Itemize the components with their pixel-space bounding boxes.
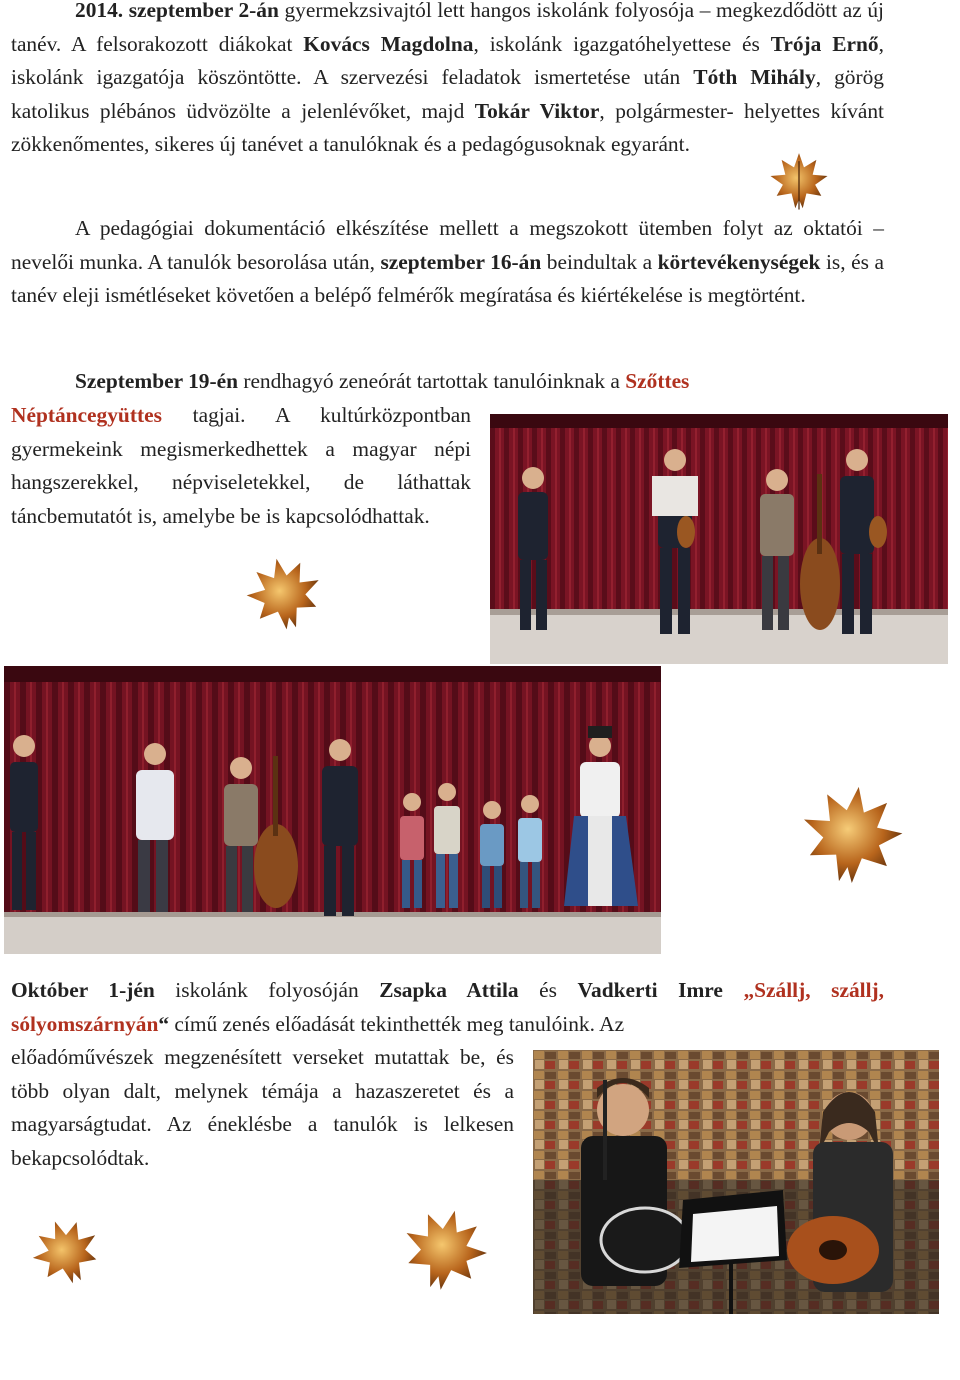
name-kovacs: Kovács Magdolna	[303, 31, 474, 56]
date-sept-19: Szeptember 19-én	[75, 369, 238, 393]
maple-leaf-decoration-5	[400, 1204, 490, 1296]
activities-bold: körtevékenységek	[657, 249, 821, 274]
photo-children-dancers-stage	[4, 666, 661, 954]
paragraph-music-lesson-line1: Szeptember 19-én rendhagyó zeneórát tartottak tanulóinknak a Szőttes	[75, 369, 690, 393]
paragraph-concert: előadóművészek megzenésített verseket mutattak be, és több olyan dalt, melynek témája a hazaszeretet és a magyarságtudat. Az éneklésbe a tanulók is lelkesen bekapcsolódtak.	[11, 1045, 514, 1170]
date-sept-16: szeptember 16-án	[380, 249, 542, 274]
performance-title: „Szállj, szállj, sólyomszárnyán	[11, 978, 884, 1036]
photo-musicians-stage	[490, 414, 948, 664]
paragraph-music-lesson: Néptáncegyüttes tagjai. A kultúrközpontban gyermekeink megismerkedhettek a magyar népi hangszerekkel, népviseletekkel, de láthattak táncbemutatót is, amelybe be is kapcsolódhattak.	[11, 403, 471, 528]
ensemble-name-2: Néptáncegyüttes	[11, 403, 162, 427]
maple-leaf-decoration-1	[768, 150, 830, 212]
name-tokar: Tokár Viktor	[474, 98, 600, 123]
quote-close: “	[158, 1011, 170, 1036]
paragraph-concert-line1: Október 1-jén iskolánk folyosóján Zsapka Attila és Vadkerti Imre „Szállj, szállj, sólyomszárnyán“ című zenés előadását tekinthették meg tanulóink. Az	[11, 978, 884, 1036]
paragraph-pedagogical-work: A pedagógiai dokumentáció elkészítése mellett a megszokott ütemben folyt az oktatói – nevelői munka. A tanulók besorolása után, szeptember 16-án beindultak a körtevékenységek is, és a tanév eleji ismétléseket követően a belépő felmérők megíratása és kiértékelése is megtörtént.	[11, 216, 884, 308]
name-toth: Tóth Mihály	[693, 65, 816, 90]
date-oct-1: Október 1-jén	[11, 978, 155, 1002]
name-vadkerti: Vadkerti Imre	[577, 978, 723, 1002]
photo-performers-guitar	[533, 1050, 939, 1314]
name-troja: Trója Ernő	[770, 31, 879, 56]
name-zsapka: Zsapka Attila	[379, 978, 519, 1002]
maple-leaf-decoration-4	[30, 1216, 102, 1288]
paragraph-school-year-opening: 2014. szeptember 2-án gyermekzsivajtól lett hangos iskolánk folyosója – megkezdődött az új tanév. A felsorakozott diákokat Kovács Magdolna, iskolánk igazgatóhelyettese és Trója Ernő, iskolánk igazgatója köszöntötte. A szervezési feladatok ismertetése után Tóth Mihály, görög katolikus plébános üdvözölte a jelenlévőket, majd Tokár Viktor, polgármester- helyettes kívánt zökkenőmentes, sikeres új tanévet a tanulóknak és a pedagógusoknak egyaránt.	[11, 0, 885, 157]
ensemble-name-1: Szőttes	[625, 369, 690, 393]
maple-leaf-decoration-3	[798, 780, 906, 890]
maple-leaf-decoration-2	[244, 554, 324, 634]
date-sept-2: 2014. szeptember 2-án	[75, 0, 279, 22]
